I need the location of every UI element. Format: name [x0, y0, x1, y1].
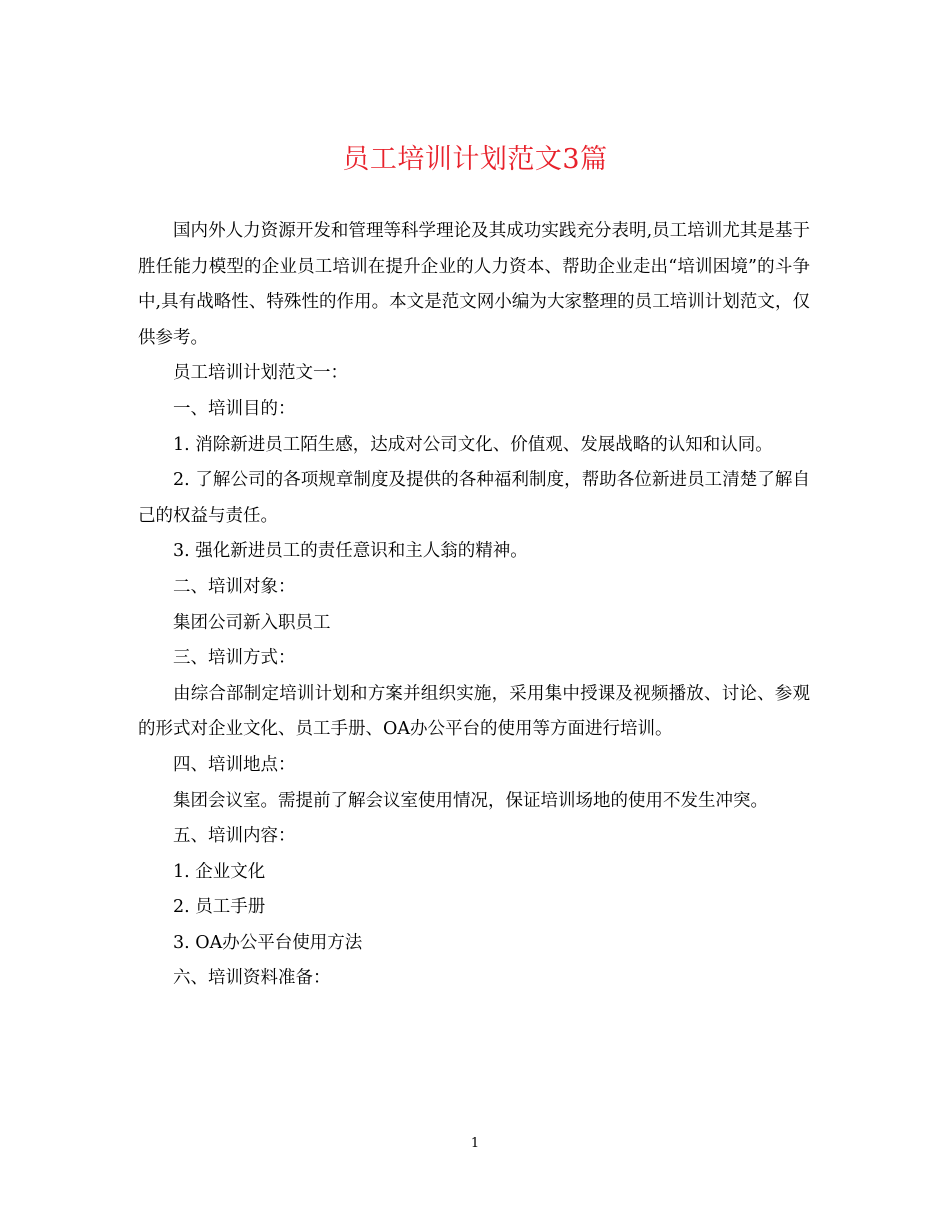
document-body	[138, 214, 810, 997]
sample-one-heading: 员工培训计划范文一：	[173, 363, 348, 384]
section-heading-location: 四、培训地点：	[173, 754, 296, 775]
document-title: 员工培训计划范文3篇	[342, 144, 608, 175]
intro-paragraph: 国内外人力资源开发和管理等科学理论及其成功实践充分表明,员工培训尤其是基于胜任能力模型的企业员工培训在提升企业的人力资本、帮助企业走出“培训困境”的斗争中,具有战略性、特殊性的作用。本文是范文网小编为大家整理的员工培训计划范文，仅供参考。	[138, 221, 810, 348]
content-item-3: 3. OA办公平台使用方法	[173, 932, 363, 953]
section-heading-audience: 二、培训对象：	[173, 576, 296, 597]
section-heading-content: 五、培训内容：	[173, 826, 296, 847]
location-text: 集团会议室。需提前了解会议室使用情况，保证培训场地的使用不发生冲突。	[173, 790, 768, 811]
page-number: 1	[470, 1136, 480, 1151]
purpose-item-2: 2. 了解公司的各项规章制度及提供的各种福利制度，帮助各位新进员工清楚了解自己的权益与责任。	[138, 470, 810, 526]
content-item-2: 2. 员工手册	[173, 897, 266, 918]
audience-text: 集团公司新入职员工	[173, 612, 331, 633]
purpose-item-3: 3. 强化新进员工的责任意识和主人翁的精神。	[173, 541, 528, 562]
method-text: 由综合部制定培训计划和方案并组织实施，采用集中授课及视频播放、讨论、参观的形式对企业文化、员工手册、OA办公平台的使用等方面进行培训。	[138, 683, 810, 740]
section-heading-purpose: 一、培训目的：	[173, 398, 296, 419]
section-heading-materials: 六、培训资料准备：	[173, 968, 331, 989]
section-heading-method: 三、培训方式：	[173, 648, 296, 669]
purpose-item-1: 1. 消除新进员工陌生感，达成对公司文化、价值观、发展战略的认知和认同。	[173, 434, 773, 455]
content-item-1: 1. 企业文化	[173, 861, 266, 882]
